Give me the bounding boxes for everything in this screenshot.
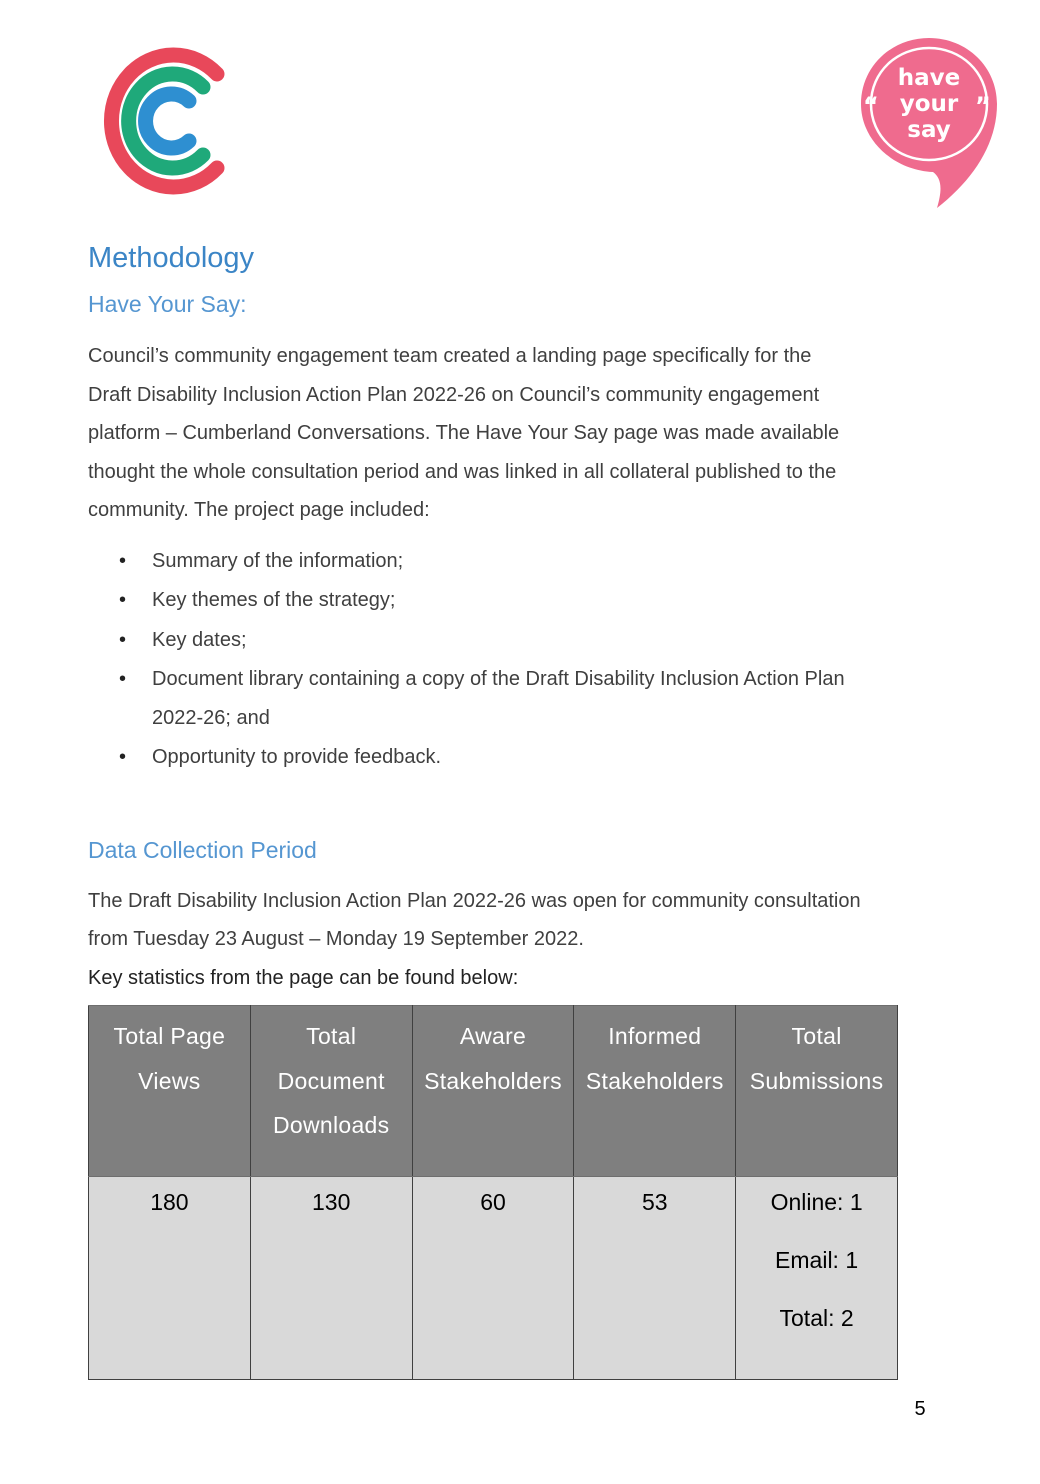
submissions-online: Online: 1 <box>770 1189 863 1215</box>
list-item-line: 2022-26; and <box>152 706 270 729</box>
header-total-submissions: Total Submissions <box>736 1006 898 1177</box>
header-aware-stakeholders: Aware Stakeholders <box>412 1006 574 1177</box>
section-heading-data-collection: Data Collection Period <box>88 836 317 863</box>
badge-line-say: say <box>907 117 951 143</box>
data-collection-paragraph <box>88 882 938 998</box>
badge-line-have: have <box>897 65 961 91</box>
list-item: • Summary of the information; <box>88 542 938 581</box>
page-title: Methodology <box>88 242 255 274</box>
close-quote-icon: ” <box>975 92 991 120</box>
intro-line: Council’s community engagement team created a landing page specifically for the <box>88 345 812 367</box>
intro-line: community. The project page included: <box>88 499 430 521</box>
submissions-total: Total: 2 <box>779 1305 854 1331</box>
intro-line: platform – Cumberland Conversations. The Have Your Say page was made available <box>88 422 840 444</box>
list-item: • Opportunity to provide feedback. <box>88 738 938 777</box>
header-total-document-downloads: Total Document Downloads <box>250 1006 412 1177</box>
badge-line-your: your <box>899 91 959 117</box>
submissions-email: Email: 1 <box>775 1247 859 1273</box>
cell-aware-stakeholders: 60 <box>412 1177 574 1380</box>
page-number: 5 <box>914 1398 926 1420</box>
cumberland-c-logo <box>92 44 232 198</box>
open-quote-icon: “ <box>863 92 879 120</box>
list-item <box>88 660 938 737</box>
intro-paragraph <box>88 337 938 530</box>
key-statistics-table <box>88 1005 898 1380</box>
table-row <box>89 1177 898 1380</box>
project-page-contents-list <box>88 542 938 777</box>
cell-submissions <box>736 1177 898 1380</box>
list-item: • Key dates; <box>88 621 938 660</box>
intro-line: Draft Disability Inclusion Action Plan 2022-26 on Council’s community engagement <box>88 383 820 406</box>
period-line: from Tuesday 23 August – Monday 19 September 2022. <box>88 928 584 950</box>
intro-line: thought the whole consultation period and was linked in all collateral published to the <box>88 460 837 483</box>
period-line: The Draft Disability Inclusion Action Plan 2022-26 was open for community consultation <box>88 889 861 912</box>
key-stats-intro: Key statistics from the page can be found below: <box>88 966 519 989</box>
page-content <box>88 236 938 997</box>
header-informed-stakeholders: Informed Stakeholders <box>574 1006 736 1177</box>
cell-document-downloads: 130 <box>250 1177 412 1380</box>
section-heading-have-your-say: Have Your Say: <box>88 291 247 317</box>
table-header-row <box>89 1006 898 1177</box>
have-your-say-badge <box>855 32 1003 214</box>
list-item: • Key themes of the strategy; <box>88 581 938 620</box>
cell-page-views: 180 <box>89 1177 251 1380</box>
list-item-line: Document library containing a copy of the Draft Disability Inclusion Action Plan <box>152 668 845 690</box>
cell-informed-stakeholders: 53 <box>574 1177 736 1380</box>
header-total-page-views: Total Page Views <box>89 1006 251 1177</box>
